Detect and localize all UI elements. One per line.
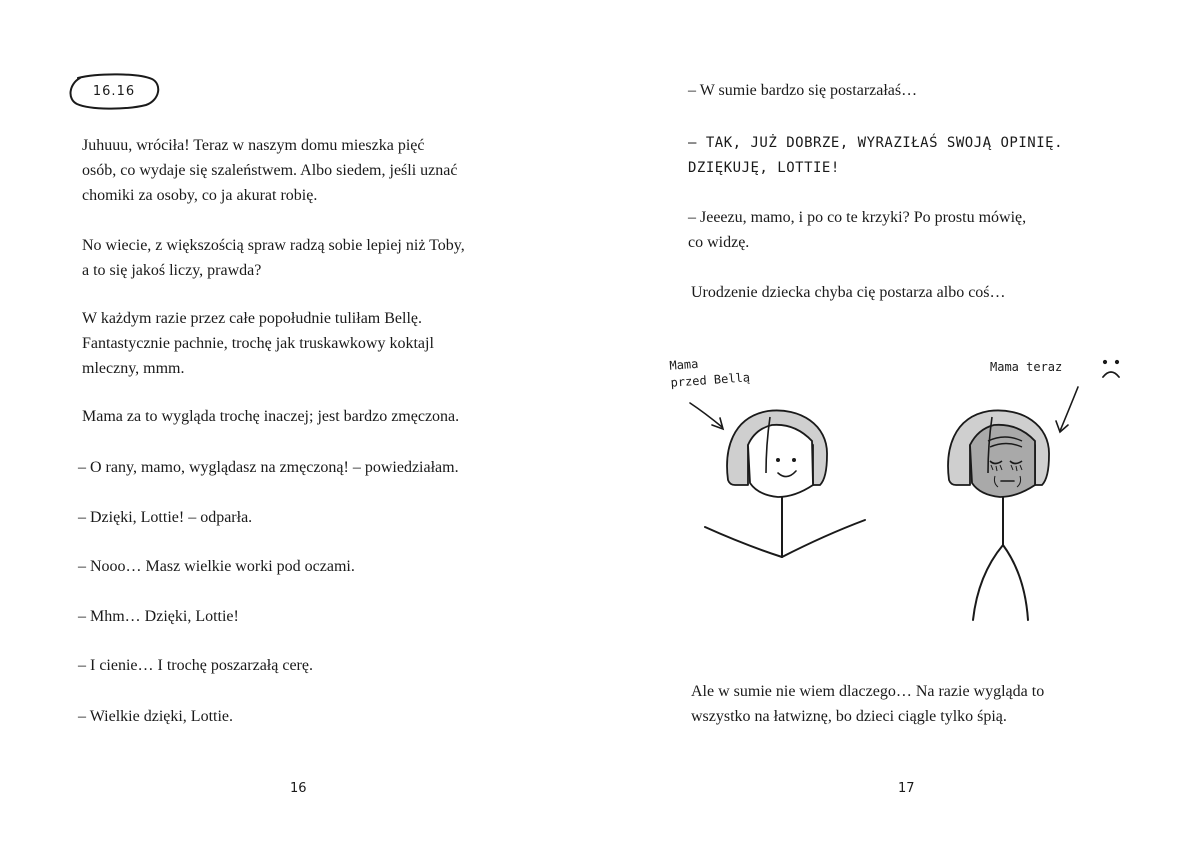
date-badge [68,72,160,110]
label-before: Mama przed Bellą [668,356,751,390]
paragraph-bella: W każdym razie przez całe popołudnie tuliłam Bellę. Fantastycznie pachnie, trochę jak truskawkowy koktajl mleczny, mmm. [82,310,434,377]
dialogue-line: – Jeeezu, mamo, i po co te krzyki? Po prostu mówię, co widzę. [688,209,1027,251]
page-number: 17 [898,781,915,796]
handwritten-shout: – TAK, JUŻ DOBRZE, WYRAZIŁAŚ SWOJĄ OPINIĘ. DZIĘKUJĘ, LOTTIE! [688,135,1064,176]
page-number: 16 [290,781,307,796]
dialogue-line: – Mhm… Dzięki, Lottie! [78,608,239,625]
right-page [600,0,1200,854]
date-text: 16.16 [92,83,136,99]
mama-before-figure [705,410,865,557]
illustration-drawing [660,345,1130,630]
dialogue-line: – O rany, mamo, wyglądasz na zmęczoną! – powiedziałam. [78,459,459,476]
arrow-now-icon [1056,387,1078,432]
mama-comparison-illustration [660,345,1130,630]
dialogue-line: – Dzięki, Lottie! – odparła. [78,509,253,526]
paragraph-intro: Juhuuu, wróciła! Teraz w naszym domu mieszka pięć osób, co wydaje się szaleństwem. Albo siedem, jeśli uznać chomiki za osoby, co ja akurat robię. [82,137,458,204]
label-now: Mama teraz [990,360,1063,374]
arrow-before-icon [690,403,723,429]
paragraph-mama: Mama za to wygląda trochę inaczej; jest bardzo zmęczona. [82,408,460,425]
dialogue-line: – Wielkie dzięki, Lottie. [78,708,234,725]
paragraph-toby: No wiecie, z większością spraw radzą sobie lepiej niż Toby, a to się jakoś liczy, prawda? [82,237,465,279]
paragraph-closing: Ale w sumie nie wiem dlaczego… Na razie wygląda to wszystko na łatwiznę, bo dzieci ciągle tylko śpią. [691,683,1045,725]
paragraph-aging: Urodzenie dziecka chyba cię postarza albo coś… [691,284,1006,301]
dialogue-line: – I cienie… I trochę poszarzałą cerę. [78,657,313,674]
mama-now-figure [948,410,1049,620]
dialogue-line: – W sumie bardzo się postarzałaś… [688,82,918,99]
sad-face-icon [1103,360,1119,377]
dialogue-line: – Nooo… Masz wielkie worki pod oczami. [78,558,355,575]
